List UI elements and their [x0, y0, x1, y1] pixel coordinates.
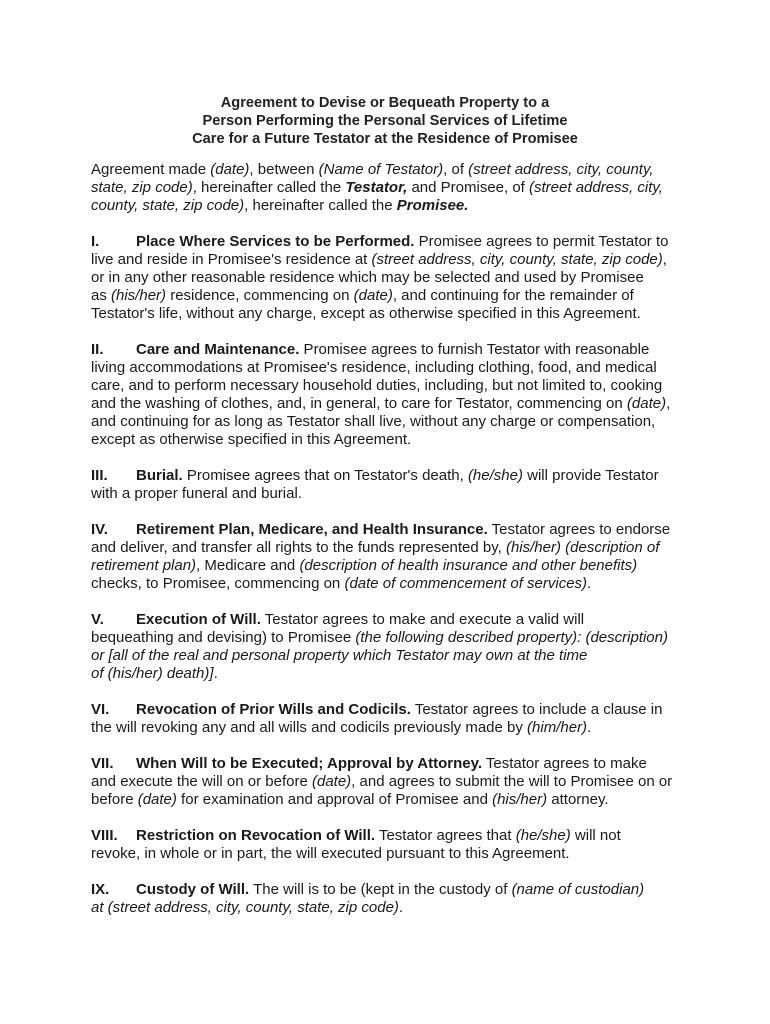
document-title [0, 94, 770, 148]
text-segment: Promisee agrees to furnish Testator with reasonable [299, 341, 650, 358]
placeholder-text: (his/her) (description of [505, 539, 660, 556]
text-segment: Promisee agrees that on Testator's death, [182, 467, 468, 484]
text-line [91, 827, 691, 845]
text-segment: care, and to perform necessary household duties, including, but not limited to, cooking [91, 377, 663, 394]
text-line [91, 755, 691, 773]
placeholder-text: (description of health insurance and other benefits) [299, 557, 638, 574]
placeholder-text: (date) [626, 395, 667, 412]
text-segment: , hereinafter called the [192, 179, 346, 196]
text-line [91, 485, 691, 503]
placeholder-text: (date) [353, 287, 393, 304]
section-number: VII. [91, 755, 114, 772]
section-paragraph [91, 701, 691, 737]
text-segment: . [398, 899, 404, 916]
text-segment: and the washing of clothes, and, in general, to care for Testator, commencing on [91, 395, 627, 412]
section-paragraph [91, 755, 691, 809]
text-segment: Promisee agrees to permit Testator to [414, 233, 669, 250]
placeholder-text: state, zip code) [91, 179, 193, 196]
text-line [91, 791, 691, 809]
text-line [91, 197, 691, 215]
placeholder-text: (his/her) [492, 791, 548, 808]
section-paragraph [91, 521, 691, 593]
text-segment: attorney. [547, 791, 609, 808]
placeholder-text: (date) [210, 161, 250, 178]
section-paragraph [91, 341, 691, 449]
text-segment: will not [570, 827, 621, 844]
text-line [91, 377, 691, 395]
text-line [91, 161, 691, 179]
text-segment: checks, to Promisee, commencing on [91, 575, 345, 592]
section-paragraph [91, 233, 691, 323]
text-segment: and deliver, and transfer all rights to the funds represented by, [91, 539, 506, 556]
placeholder-text: (he/she) [515, 827, 571, 844]
placeholder-text: (date) [137, 791, 177, 808]
placeholder-text: of (his/her) death)] [91, 665, 214, 682]
placeholder-text: (him/her) [527, 719, 588, 736]
placeholder-text: (the following described property): (description) [355, 629, 668, 646]
placeholder-text: (date of commencement of services) [344, 575, 588, 592]
placeholder-text: at (street address, city, county, state, zip code) [91, 899, 399, 916]
text-segment: before [91, 791, 138, 808]
text-segment: The will is to be (kept in the custody of [249, 881, 512, 898]
text-line [91, 611, 691, 629]
text-line [91, 665, 691, 683]
text-segment: Testator agrees to make [482, 755, 647, 772]
text-segment: revoke, in whole or in part, the will executed pursuant to this Agreement. [91, 845, 570, 862]
section-number: II. [91, 341, 104, 358]
text-segment: with a proper funeral and burial. [91, 485, 302, 502]
text-segment: Agreement made [91, 161, 211, 178]
text-segment: , [662, 251, 667, 268]
placeholder-text: Testator, [345, 179, 408, 196]
text-segment: , between [249, 161, 319, 178]
intro-paragraph [91, 161, 691, 215]
text-line [91, 179, 691, 197]
text-line [91, 431, 691, 449]
placeholder-text: or [all of the real and personal property which Testator may own at the time [91, 647, 588, 664]
section-number: VIII. [91, 827, 118, 844]
text-line [91, 251, 691, 269]
title-line: Care for a Future Testator at the Residence of Promisee [192, 131, 578, 147]
placeholder-text: (his/her) [111, 287, 167, 304]
text-line [91, 269, 691, 287]
placeholder-text: (name of custodian) [511, 881, 645, 898]
text-segment: Testator agrees to endorse [487, 521, 671, 538]
text-line [91, 233, 691, 251]
title-line: Person Performing the Personal Services of Lifetime [202, 113, 568, 129]
section-heading: When Will to be Executed; Approval by Attorney. [136, 755, 483, 772]
text-line [91, 575, 691, 593]
text-segment: live and reside in Promisee's residence at [91, 251, 372, 268]
text-segment: . [213, 665, 218, 682]
text-line [91, 881, 691, 899]
text-segment: . [587, 719, 592, 736]
text-line [91, 521, 691, 539]
section-heading: Custody of Will. [136, 881, 250, 898]
section-heading: Burial. [136, 467, 183, 484]
text-segment: for examination and approval of Promisee and [176, 791, 493, 808]
placeholder-text: (street address, city, [529, 179, 663, 196]
section-heading: Retirement Plan, Medicare, and Health Insurance. [136, 521, 488, 538]
text-line [91, 629, 691, 647]
section-heading: Revocation of Prior Wills and Codicils. [136, 701, 411, 718]
text-segment: the will revoking any and all wills and codicils previously made by [91, 719, 528, 736]
placeholder-text: (he/she) [467, 467, 523, 484]
text-segment: will provide Testator [522, 467, 659, 484]
text-segment: and execute the will on or before [91, 773, 312, 790]
text-segment: or in any other reasonable residence which may be selected and used by Promisee [91, 269, 644, 286]
section-number: III. [91, 467, 108, 484]
placeholder-text: retirement plan) [91, 557, 197, 574]
text-line [91, 341, 691, 359]
text-line [91, 467, 691, 485]
section-heading: Care and Maintenance. [136, 341, 300, 358]
text-line [91, 305, 691, 323]
text-line [91, 647, 691, 665]
text-line [91, 539, 691, 557]
text-segment: bequeathing and devising) to Promisee [91, 629, 356, 646]
text-segment: except as otherwise specified in this Agreement. [91, 431, 412, 448]
text-line [91, 845, 691, 863]
text-segment: Testator agrees to include a clause in [410, 701, 663, 718]
text-segment: , Medicare and [196, 557, 300, 574]
text-segment: , of [443, 161, 469, 178]
text-line [91, 899, 691, 917]
document-body [91, 161, 691, 935]
text-line [91, 773, 691, 791]
section-number: IV. [91, 521, 108, 538]
placeholder-text: (Name of Testator) [318, 161, 444, 178]
title-line: Agreement to Devise or Bequeath Property to a [220, 95, 550, 111]
placeholder-text: Promisee. [396, 197, 469, 214]
text-segment: , and agrees to submit the will to Promisee on or [351, 773, 673, 790]
section-heading: Place Where Services to be Performed. [136, 233, 415, 250]
placeholder-text: (street address, city, county, state, zip code) [371, 251, 663, 268]
text-segment: and continuing for as long as Testator shall live, without any charge or compensation, [91, 413, 656, 430]
text-line [91, 359, 691, 377]
text-line [91, 395, 691, 413]
section-paragraph [91, 881, 691, 917]
text-segment: , and continuing for the remainder of [392, 287, 634, 304]
section-paragraph [91, 611, 691, 683]
placeholder-text: (street address, city, county, [468, 161, 654, 178]
text-segment: , hereinafter called the [244, 197, 397, 214]
text-segment: Testator agrees to make and execute a valid will [260, 611, 585, 628]
section-number: VI. [91, 701, 110, 718]
text-segment: and Promisee, of [407, 179, 530, 196]
section-paragraph [91, 467, 691, 503]
text-segment: Testator agrees that [375, 827, 516, 844]
text-segment: as [91, 287, 112, 304]
text-segment: , [666, 395, 671, 412]
placeholder-text: county, state, zip code) [91, 197, 245, 214]
text-line [91, 413, 691, 431]
section-number: IX. [91, 881, 110, 898]
section-number: I. [91, 233, 100, 250]
section-heading: Restriction on Revocation of Will. [136, 827, 376, 844]
placeholder-text: (date) [311, 773, 352, 790]
text-line [91, 719, 691, 737]
text-segment: Testator's life, without any charge, except as otherwise specified in this Agreement. [91, 305, 641, 322]
text-line [91, 701, 691, 719]
text-line [91, 557, 691, 575]
text-segment: . [587, 575, 592, 592]
text-segment: residence, commencing on [166, 287, 354, 304]
section-heading: Execution of Will. [136, 611, 261, 628]
text-segment: living accommodations at Promisee's residence, including clothing, food, and medical [91, 359, 657, 376]
text-line [91, 287, 691, 305]
section-paragraph [91, 827, 691, 863]
section-number: V. [91, 611, 104, 628]
